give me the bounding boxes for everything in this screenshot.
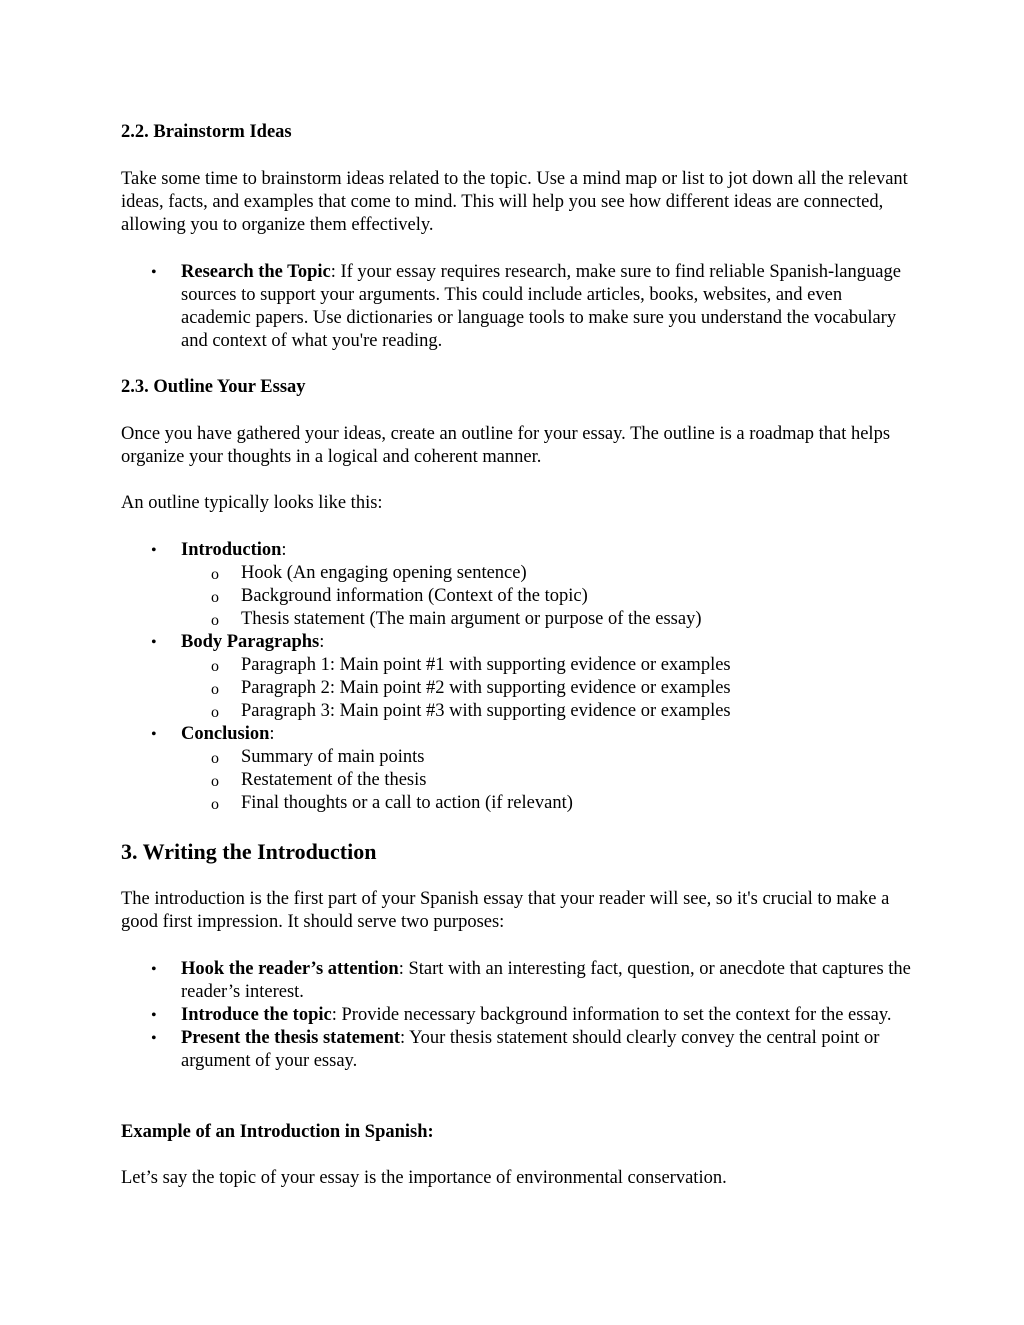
sub-bullet-marker: o [211,796,219,813]
sub-bullet-marker: o [211,704,219,721]
outline-item-label: Introduction [181,540,282,560]
list-item [181,792,911,815]
bullet-bold-label: Introduce the topic [181,1005,332,1025]
bullet-text: : If your essay requires research, make sure to find reliable Spanish-language sources to support your arguments. This could include articles, books, websites, and even academic papers. Use dictionaries or language tools to make sure you understand the vocabulary and context of what you're reading. [181,262,901,351]
sub-item-text: Summary of main points [241,747,425,767]
list-item [181,585,911,608]
brainstorm-paragraph: Take some time to brainstorm ideas related to the topic. Use a mind map or list to jot down all the relevant ideas, facts, and examples that come to mind. This will help you see how different ideas are connected, allowing you to organize them effectively. [121,169,908,235]
list-item [181,677,911,700]
bullet-bold-label: Research the Topic [181,262,331,282]
introduction-bullet-list [121,958,911,1073]
sub-bullet-marker: o [211,773,219,790]
sub-item-text: Paragraph 1: Main point #1 with supporting evidence or examples [241,655,731,675]
outline-sub-list [181,746,911,815]
outline-item-colon: : [319,632,325,652]
sub-bullet-marker: o [211,612,219,629]
sub-bullet-marker: o [211,566,219,583]
list-item [181,562,911,585]
list-item [181,608,911,631]
sub-item-text: Final thoughts or a call to action (if relevant) [241,793,573,813]
list-item [181,769,911,792]
outline-item-colon: : [281,540,287,560]
section-heading-outline: 2.3. Outline Your Essay [121,377,306,397]
sub-bullet-marker: o [211,750,219,767]
list-item [181,746,911,769]
bullet-marker: • [151,264,157,281]
list-item [121,261,911,353]
sub-bullet-marker: o [211,658,219,675]
sub-item-text: Paragraph 3: Main point #3 with supporting evidence or examples [241,701,731,721]
outline-paragraph-2: An outline typically looks like this: [121,493,383,513]
sub-item-text: Hook (An engaging opening sentence) [241,563,527,583]
sub-item-text: Thesis statement (The main argument or purpose of the essay) [241,609,702,629]
sub-bullet-marker: o [211,681,219,698]
bullet-marker: • [151,1030,157,1047]
list-item [181,700,911,723]
bullet-text: : Start with an interesting fact, question, or anecdote that captures the reader’s interest. [181,959,911,1002]
bullet-bold-label: Hook the reader’s attention [181,959,399,979]
list-item [121,958,911,1004]
bullet-text: : Your thesis statement should clearly convey the central point or argument of your essay. [181,1028,880,1071]
bullet-marker: • [151,1007,157,1024]
section-heading-brainstorm: 2.2. Brainstorm Ideas [121,122,292,142]
bullet-marker: • [151,542,157,559]
outline-list [121,539,911,815]
outline-item-colon: : [269,724,275,744]
list-item [121,1027,911,1073]
outline-sub-list [181,562,911,631]
list-item [121,631,911,723]
example-heading: Example of an Introduction in Spanish: [121,1122,434,1142]
outline-item-label: Body Paragraphs [181,632,320,652]
sub-item-text: Background information (Context of the topic) [241,586,588,606]
list-item [121,1004,911,1027]
outline-item-label: Conclusion [181,724,270,744]
bullet-text: : Provide necessary background information to set the context for the essay. [331,1005,892,1025]
bullet-marker: • [151,726,157,743]
section-heading-introduction: 3. Writing the Introduction [121,839,377,864]
brainstorm-bullet-list [121,261,911,353]
sub-bullet-marker: o [211,589,219,606]
example-paragraph: Let’s say the topic of your essay is the importance of environmental conservation. [121,1168,727,1188]
bullet-bold-label: Present the thesis statement [181,1028,401,1048]
introduction-paragraph: The introduction is the first part of your Spanish essay that your reader will see, so it's crucial to make a good first impression. It should serve two purposes: [121,889,890,932]
list-item [121,723,911,815]
outline-sub-list [181,654,911,723]
sub-item-text: Paragraph 2: Main point #2 with supporting evidence or examples [241,678,731,698]
bullet-marker: • [151,634,157,651]
list-item [121,539,911,631]
outline-paragraph-1: Once you have gathered your ideas, create an outline for your essay. The outline is a roadmap that helps organize your thoughts in a logical and coherent manner. [121,424,891,467]
bullet-marker: • [151,961,157,978]
list-item [181,654,911,677]
sub-item-text: Restatement of the thesis [241,770,427,790]
